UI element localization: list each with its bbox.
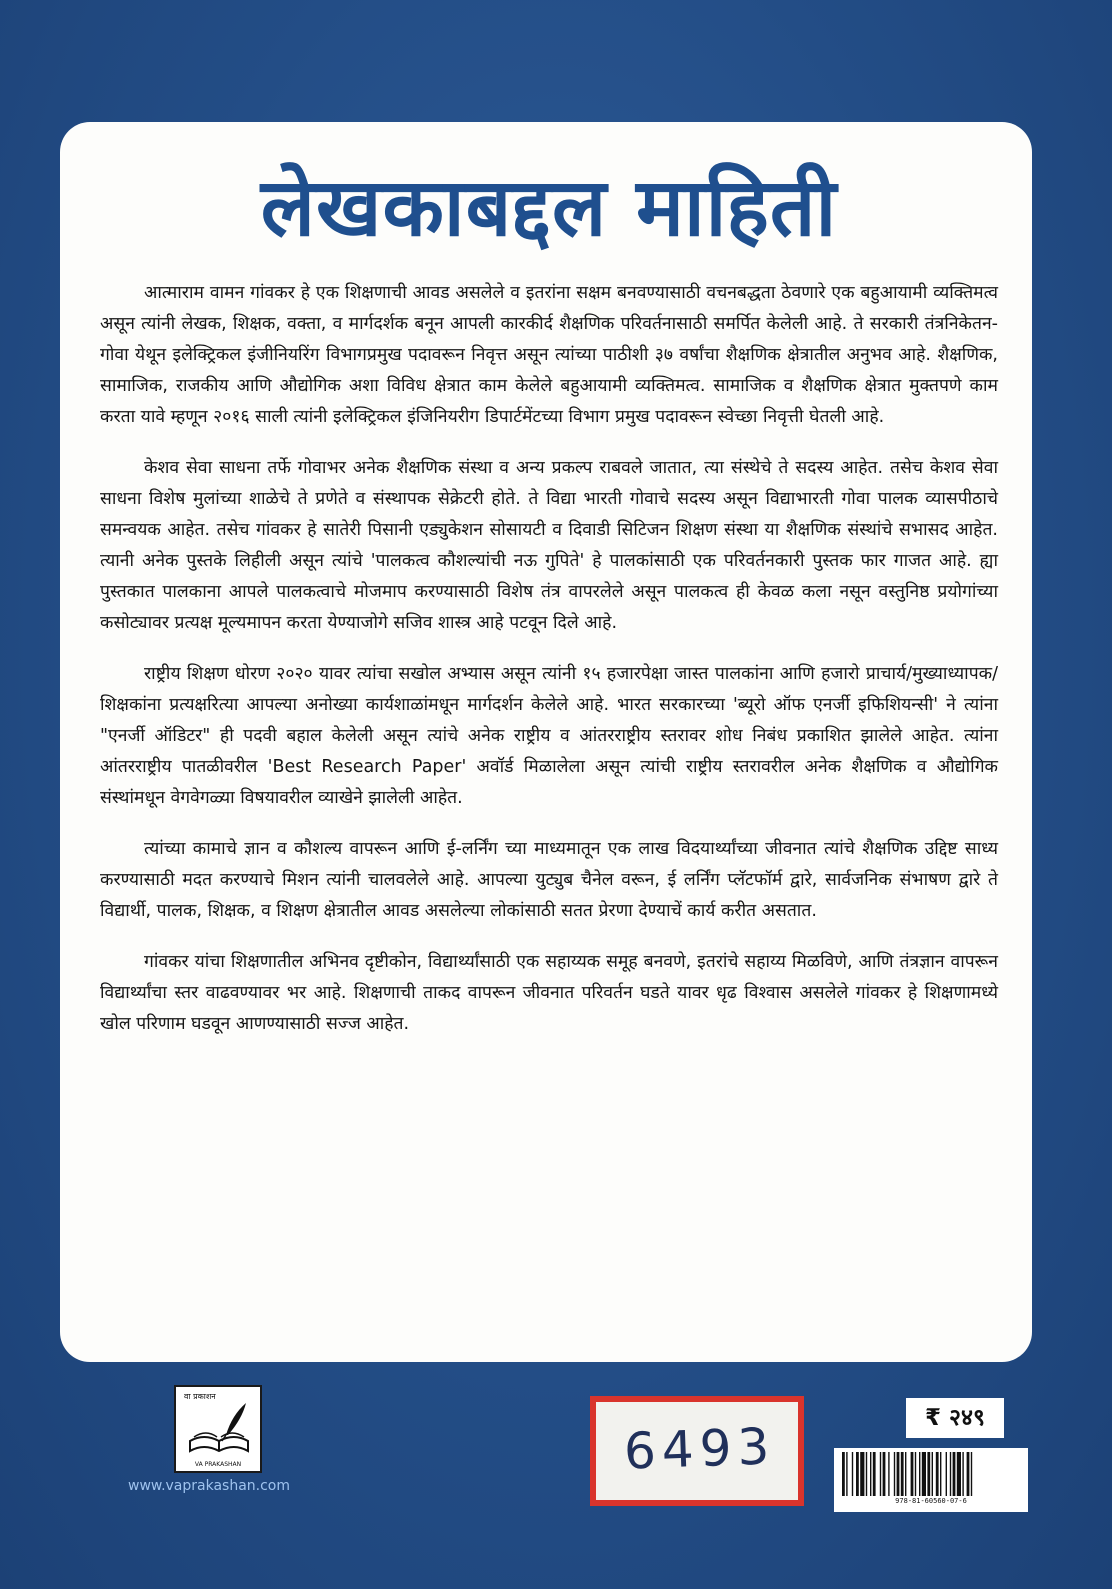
paragraph-2: केशव सेवा साधना तर्फे गोवाभर अनेक शैक्षणिक संस्था व अन्य प्रकल्प राबवले जातात, त्या संस्थेचे ते सदस्य आहेत. तसेच केशव सेवा साधना विशेष मुलांच्या शाळेचे ते प्रणेते व संस्थापक सेक्रेटरी होते. ते विद्या भारती गोवाचे सदस्य असून विद्याभारती गोवा पालक व्यासपीठाचे समन्वयक आहेत. तसेच गांवकर हे सातेरी पिसानी एड्युकेशन सोसायटी व दिवाडी सिटिजन शिक्षण संस्था या शैक्षणिक संस्थांचे सभासद आहेत. त्यानी अनेक पुस्तके लिहीली असून त्यांचे 'पालकत्व कौशल्यांची नऊ गुपिते' हे पालकांसाठी एक परिवर्तनकारी पुस्तक फार गाजत आहे. ह्या पुस्तकात पालकाना आपले पालकत्वाचे मोजमाप करण्यासाठी विशेष तंत्र वापरलेले असून पालकत्व ही केवळ कला नसून वस्तुनिष्ठ प्रयोगांच्या कसोट्यावर प्रत्यक्ष मूल्यमापन करता येण्याजोगे सजिव शास्त्र आहे पटवून दिले आहे. xyxy=(100,458,998,633)
barcode-bar xyxy=(870,1452,871,1496)
barcode-bar xyxy=(962,1452,963,1496)
barcode-bar xyxy=(922,1452,926,1496)
barcode xyxy=(834,1448,1028,1512)
barcode-bar xyxy=(927,1452,930,1496)
barcode-bar xyxy=(936,1452,939,1496)
page-title: लेखकाबद्दल माहिती xyxy=(260,161,838,254)
price-label: ₹ २४९ xyxy=(906,1398,1004,1438)
barcode-bar xyxy=(915,1452,916,1496)
barcode-bar xyxy=(919,1452,920,1496)
barcode-bar xyxy=(846,1452,847,1496)
barcode-bar xyxy=(897,1452,900,1496)
barcode-bar xyxy=(940,1452,941,1496)
barcode-bar xyxy=(860,1452,864,1496)
logo-bottom-text: VA PRAKASHAN xyxy=(194,1461,242,1468)
barcode-bar xyxy=(888,1452,889,1496)
barcode-bar xyxy=(905,1452,906,1496)
barcode-bar xyxy=(883,1452,886,1496)
handwritten-number-stamp xyxy=(590,1396,804,1506)
isbn-text: 978-81-60560-07-6 xyxy=(895,1497,967,1505)
barcode-bar xyxy=(967,1452,970,1496)
barcode-bar xyxy=(852,1452,853,1496)
paragraph-4: त्यांच्या कामाचे ज्ञान व कौशल्य वापरून आणि ई-लर्निंग च्या माध्यमातून एक लाख विदयार्थ्यांच्या जीवनात त्यांचे शैक्षणिक उद्दिष्ट साध्य करण्यासाठी मदत करण्याचे मिशन त्यांनी चालवलेले आहे. आपल्या युट्युब चैनेल वरून, ई लर्निंग प्लॅटफॉर्म द्वारे, सार्वजनिक संभाषण द्वारे ते विद्यार्थी, पालक, शिक्षक, व शिक्षण क्षेत्रातील आवड असलेल्या लोकांसाठी सतत प्रेरणा देण्याचें कार्य करीत असतात. xyxy=(100,839,998,921)
barcode-bar xyxy=(957,1452,961,1496)
barcode-bar xyxy=(971,1452,972,1496)
barcode-bar xyxy=(880,1452,881,1496)
barcode-bar xyxy=(901,1452,904,1496)
barcode-bar xyxy=(873,1452,876,1496)
barcode-bar xyxy=(953,1452,956,1496)
publisher-website[interactable]: www.vaprakashan.com xyxy=(128,1478,291,1494)
barcode-bar xyxy=(856,1452,859,1496)
paragraph-5: गांवकर यांचा शिक्षणातील अभिनव दृष्टीकोन, विद्यार्थ्यांसाठी एक सहाय्यक समूह बनवणे, इतरांचे सहाय्य मिळविणे, आणि तंत्रज्ञान वापरून विद्यार्थ्यांचा स्तर वाढवण्यावर भर आहे. शिक्षणाची ताकद वापरून जीवनात परिवर्तन घडते यावर धृढ विश्वास असलेले गांवकर हे शिक्षणामध्ये खोल परिणाम घडवून आणण्यासाठी सज्ज आहेत. xyxy=(100,952,998,1034)
barcode-bar xyxy=(950,1452,951,1496)
barcode-bar xyxy=(894,1452,895,1496)
barcode-bar xyxy=(946,1452,947,1496)
stamp-number: 6493 xyxy=(623,1417,777,1481)
barcode-bar xyxy=(842,1452,845,1496)
paragraph-3: राष्ट्रीय शिक्षण धोरण २०२० यावर त्यांचा सखोल अभ्यास असून त्यांनी १५ हजारपेक्षा जास्त पालकांना आणि हजारो प्राचार्य/मुख्याध्यापक/शिक्षकांना प्रत्यक्षरित्या आपल्या अनोख्या कार्यशाळांमधून मार्गदर्शन केलेले आहे. भारत सरकारच्या 'ब्यूरो ऑफ एनर्जी इफिशियन्सी' ने त्यांना "एनर्जी ऑडिटर" ही पदवी बहाल केलेली असून त्यांचे अनेक राष्ट्रीय व आंतरराष्ट्रीय स्तरावर शोध निबंध प्रकाशित झालेले आहेत. त्यांना आंतरराष्ट्रीय पातळीवरील 'Best Research Paper' अवॉर्ड मिळालेला असून त्यांची राष्ट्रीय स्तरावरील अनेक शैक्षणिक व औद्योगिक संस्थांमधून वेगवेगळ्या विषयावरील व्याखेने झालेली आहेत. xyxy=(100,664,998,808)
barcode-bar xyxy=(866,1452,867,1496)
book-quill-icon xyxy=(186,1401,252,1457)
paragraph-1: आत्माराम वामन गांवकर हे एक शिक्षणाची आवड असलेले व इतरांना सक्षम बनवण्यासाठी वचनबद्धता ठेवणारे एक बहुआयामी व्यक्तिमत्व असून त्यांनी लेखक, शिक्षक, वक्ता, व मार्गदर्शक बनून आपली कारकीर्द शैक्षणिक परिवर्तनासाठी समर्पित केलेली आहे. ते सरकारी तंत्रनिकेतन-गोवा येथून इलेक्ट्रिकल इंजीनियरिंग विभागप्रमुख पदावरून निवृत्त असून त्यांच्या पाठीशी ३७ वर्षांचा शैक्षणिक क्षेत्रातील अनुभव आहे. शैक्षणिक, सामाजिक, राजकीय आणि औद्योगिक अशा विविध क्षेत्रात काम केलेले बहुआयामी व्यक्तिमत्व. सामाजिक व शैक्षणिक क्षेत्रात मुक्तपणे काम करता यावे म्हणून २०१६ साली त्यांनी इलेक्ट्रिकल इंजिनियरीग डिपार्टमेंटच्या विभाग प्रमुख पदावरून स्वेच्छा निवृत्ती घेतली आहे. xyxy=(100,283,998,427)
barcode-bar xyxy=(932,1452,933,1496)
barcode-bar xyxy=(911,1452,914,1496)
publisher-logo xyxy=(174,1385,262,1473)
about-author-panel xyxy=(60,122,1032,1362)
logo-top-text: वा प्रकाशन xyxy=(184,1392,216,1401)
barcode-bars xyxy=(840,1452,1022,1496)
